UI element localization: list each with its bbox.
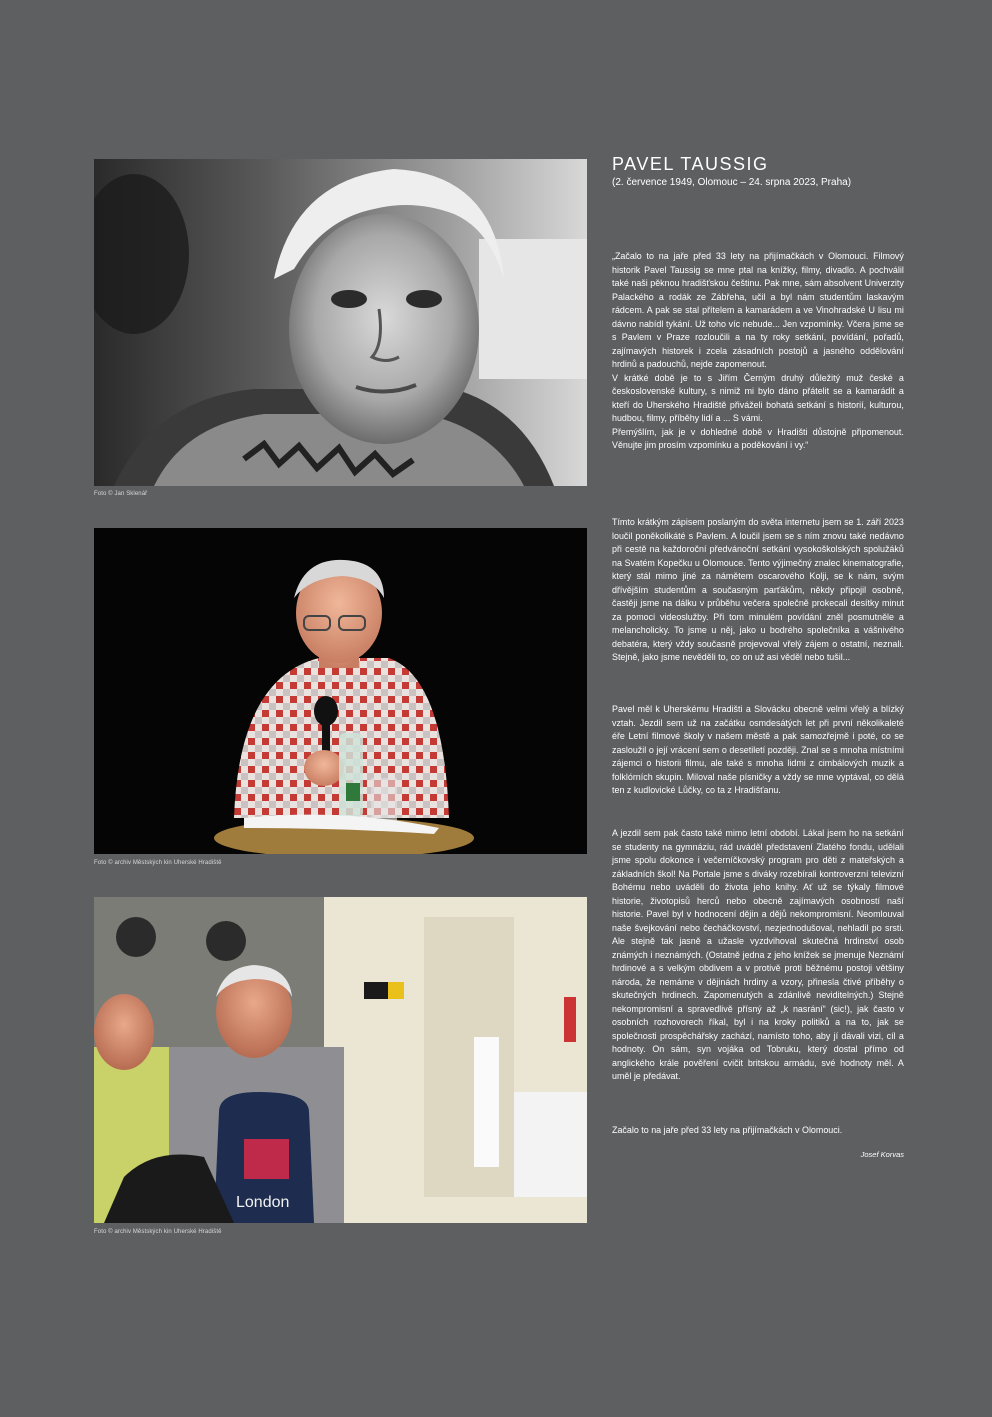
photo-caption: Foto © Jan Sklenář [94,491,148,497]
photo-caption: Foto © archiv Městských kin Uherské Hradiště [94,860,222,866]
quote-paragraph: V krátké době je to s Jiřím Černým druhý důležitý muž české a československé kultury, s nimiž mi bylo dáno přátelit se a kamarádit a kteří do Uherského Hradiště přiváželi bohatá setkání s historií, kulturou, hudbou, filmy, příběhy lidí a ... S vámi. [612,372,904,423]
signature-block [612,1150,904,1159]
body-paragraph: Tímto krátkým zápisem poslaným do světa internetu jsem se 1. září 2023 loučil poněkolikáté s Pavlem. A loučil jsem se s ním znovu také nedávno při cestě na každoroční předvánoční setkání vysokoškolských spolužáků na Svatém Kopečku u Olomouce. Tento výjimečný znalec kinematografie, který stál mimo jiné za námětem oscarového Kolji, se k nám, svým dřívějším studentům a současným parťákům, někdy připojil osobně, častěji jsme na dálku v průběhu večera společně prokecali desítky minut za pomoci videoslužby. Při tom minulém povídání zněl posmutněle a melancholicky. To jsme u něj, jako u bodrého společníka a vášnivého debatéra, který vždy současně projevoval vřelý zájem o ostatní, neznali. Stejně, jako jsme nevěděli to, co on už asi věděl nebo tušil... [612,517,904,662]
closing-line [612,1124,904,1138]
bag-label: London [236,1194,290,1211]
body-paragraph: A jezdil sem pak často také mimo letní období. Lákal jsem ho na setkání se studenty na gymnáziu, rád uváděl představení Zlatého fondu, udělali jsme spolu dokonce i večerníčkovský program pro děti z mateřských a základních škol! Na Portale jsme s diváky rozebírali kontroverzní televizní Bohému nebo uváděli do života jeho knihy. Ať už se týkaly filmové historie, životopisů herců nebo obecně zajímavých osobností naší historie. Pavel byl v hodnocení dějin a dějů nekompromisní. Neomlouval naše švejkování nebo čecháčkovství, nezjednodušoval, nehladil po srsti. Ale stejně tak jasně a užasle vyzdvihoval skutečná hrdinství osob známých i neznámých. (Ostatně jedna z jeho knížek se jmenuje Neznámí hrdinové a s velkým obdivem a v protivě proti běžnému postoji většiny národa, že nemáme v dějinách hrdiny a vzory, přinesla čtivé příběhy o skutečných hrdinech. Zapomenutých a zdánlivě neviditelných.) Stejně nekompromisní a spravedlivě přísný až „k nasrání“ (sic!), jak často v osobních rozhovorech říkal, byl i na kroky politiků a na to, jak se společnosti prospěchářsky zachází, namísto toho, aby jí dávali vizi, cíl a hodnoty. On sám, syn vojáka od Tobruku, který dostal přímo od anglického krále pověření cvičit britskou armádu, své hodnoty měl. A uměl je předávat. [612,828,904,1081]
life-dates: (2. července 1949, Olomouc – 24. srpna 2023, Praha) [612,177,852,188]
author-signature: Josef Korvas [860,1150,904,1159]
person-name: PAVEL TAUSSIG [612,154,769,174]
quote-paragraph: Přemýšlím, jak je v dohledné době v Hradišti důstojně připomenout. Věnujte jim prosím vzpomínku a poděkování i vy.“ [612,426,904,450]
article-body [612,516,904,665]
backstage-image [94,897,587,1223]
quote-block [612,250,904,453]
closing-paragraph: Začalo to na jaře před 33 lety na přijímačkách v Olomouci. [612,1125,843,1135]
portrait-image [94,159,587,486]
article-body [612,703,904,798]
stage-image [94,528,587,854]
photo-caption: Foto © archiv Městských kin Uherské Hradiště [94,1229,222,1235]
backstage-photo [94,897,587,1223]
portrait-photo [94,159,587,486]
article-header [612,154,904,189]
quote-paragraph: „Začalo to na jaře před 33 lety na přijímačkách v Olomouci. Filmový historik Pavel Taussig se mne ptal na knížky, filmy, divadlo. A pochválil také naši pěknou hradišťskou češtinu. Pak mne, sám absolvent Univerzity Palackého a rodák ze Zábřeha, učil a byl nám studentům laskavým rádcem. A pak se stal přítelem a kamarádem a ve Vinohradské U lisu mi dávno nabídl tykání. Už toho víc nebude... Jen vzpomínky. Včera jsme se s Pavlem v Praze rozloučili a na ty roky setkání, povídání, pořadů, zajímavých historek i zcela zásadních postojů a jasného oddělování hrdinů a padouchů, nejde zapomenout. [612,251,904,369]
article-body [612,827,904,1084]
stage-photo [94,528,587,854]
body-paragraph: Pavel měl k Uherskému Hradišti a Slovácku obecně velmi vřelý a blízký vztah. Jezdil sem už na začátku osmdesátých let při první několikaleté éře Letní filmové školy v našem městě a pak samozřejmě i poté, co se zasloužil o její vrácení sem o desetiletí později. Znal se s mnoha místními zájemci o historii filmu, ale také s mnoha lidmi z cimbálových muzik a folklórních skupin. Miloval naše písničky a vždy se mne vyptával, co dělá ten z kudlovické Lůčky, co ta z Hradišťanu. [612,704,904,795]
